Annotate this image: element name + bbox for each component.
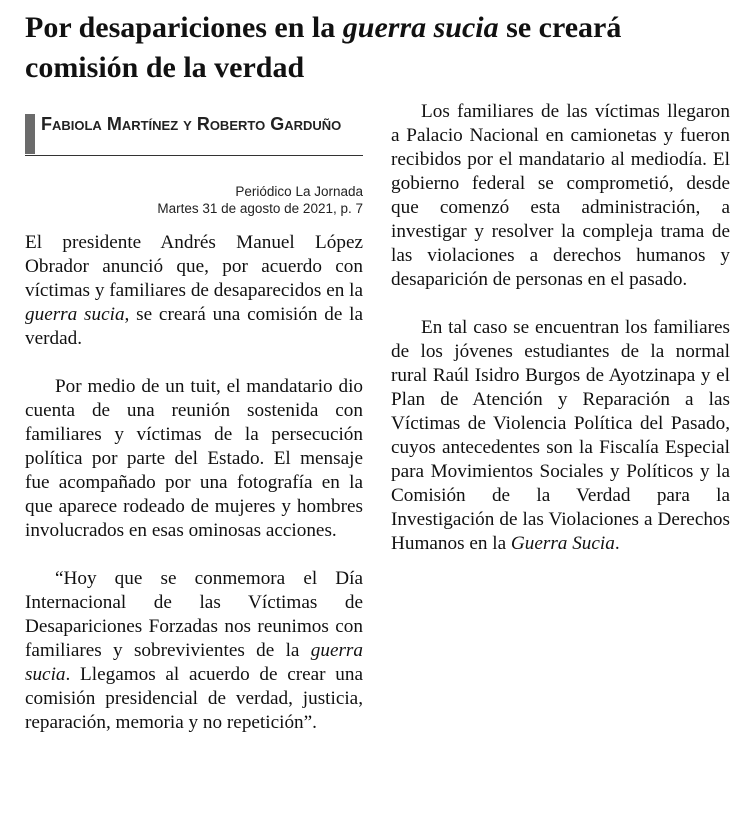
author-byline: Fabiola Martínez y Roberto Garduño xyxy=(41,114,342,134)
p5-italic: Guerra Sucia xyxy=(510,533,615,554)
publication-name: Periódico La Jornada xyxy=(235,184,363,199)
right-column xyxy=(391,100,730,580)
p5-text-b: . xyxy=(614,533,620,554)
byline-accent-bar xyxy=(25,114,35,154)
p5-text-a: En tal caso se encuentran los familiares de los jóvenes estudiantes de la normal rural Raúl Isidro Burgos de Ayotzinapa y el Plan de Atención y Reparación a las Víctimas de Violencia Política del Pasado, cuyos antecedentes son la Fiscalía Especial para Movimientos Sociales y Políticos y la Comisión de la Verdad para la Investigación de las Violaciones a Derechos Humanos en la xyxy=(391,317,730,554)
p3-text-b: . Llegamos al acuerdo de crear una comisión presidencial de verdad, justicia, reparación, memoria y no repetición”. xyxy=(25,664,363,733)
headline-italic-term: guerra sucia xyxy=(342,11,499,44)
paragraph-1 xyxy=(25,231,363,351)
paragraph-3 xyxy=(25,567,363,735)
paragraph-4: Los familiares de las víctimas llegaron a Palacio Nacional en camionetas y fueron recibidos por el mandatario al mediodía. El gobierno federal se comprometió, desde que comenzó esta administración, a investigar y resolver la compleja trama de las violaciones a derechos humanos y desaparición de personas en el pasado. xyxy=(391,101,730,290)
p1-text-b: , se creará una comisión de la verdad. xyxy=(25,304,364,349)
p3-text-a: “Hoy que se conmemora el Día Internacional de las Víctimas de Desapariciones Forzadas nos reunimos con familiares y sobrevivientes de la xyxy=(25,568,363,661)
paragraph-5 xyxy=(391,316,730,556)
source-info xyxy=(25,183,363,217)
left-column xyxy=(25,231,363,759)
headline-text-start: Por desapariciones en la xyxy=(25,11,343,44)
p1-italic: guerra sucia xyxy=(25,304,125,325)
p1-text-a: El presidente Andrés Manuel López Obrador anunció que, por acuerdo con víctimas y familiares de desaparecidos en la xyxy=(25,232,363,301)
publication-date: Martes 31 de agosto de 2021, p. 7 xyxy=(157,201,363,216)
paragraph-2: Por medio de un tuit, el mandatario dio cuenta de una reunión sostenida con familiares y víctimas de la persecución política por parte del Estado. El mensaje fue acompañado por una fotografía en la que aparece rodeado de mujeres y hombres involucrados en esas ominosas acciones. xyxy=(25,376,363,541)
p3-italic: guerra sucia xyxy=(25,640,363,685)
article-headline xyxy=(25,8,715,88)
byline-box xyxy=(25,114,363,156)
headline-text-end: se creará comisión de la verdad xyxy=(25,11,622,84)
